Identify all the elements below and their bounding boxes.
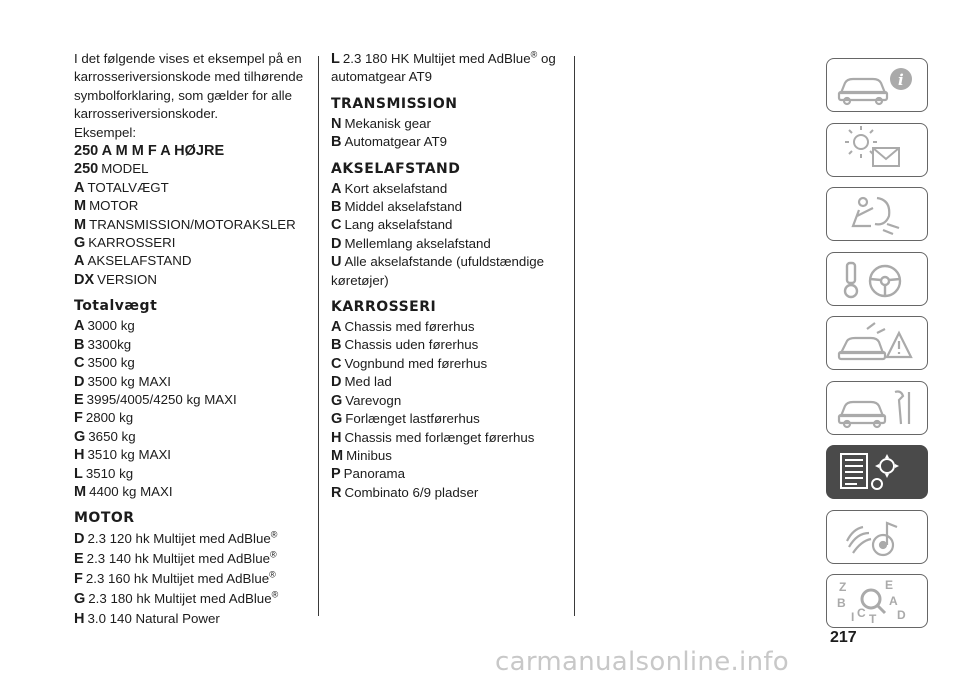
list-item: R Combinato 6/9 pladser [331, 484, 479, 501]
column-divider [574, 56, 575, 616]
alphabetical-index-icon [827, 575, 927, 627]
transmission-list [331, 115, 567, 152]
list-item: G 3650 kg [74, 428, 136, 445]
car-maintenance-icon [827, 382, 927, 434]
list-item: H 3.0 140 Natural Power [74, 611, 220, 628]
tab-car-info[interactable] [826, 58, 928, 112]
list-item: D Mellemlang akselafstand [331, 235, 491, 252]
totalvaegt-heading: Totalvægt [74, 298, 158, 315]
example-code: 250 A M M F A HØJRE [74, 143, 225, 160]
list-item: L 3510 kg [74, 465, 134, 482]
list-item: C Lang akselafstand [331, 217, 453, 234]
example-label: Eksempel: [74, 124, 137, 140]
tab-multimedia[interactable] [826, 510, 928, 564]
list-item: A AKSELAFSTAND [74, 253, 192, 270]
svg-text:Z: Z [839, 580, 847, 594]
list-item: B Chassis uden førerhus [331, 337, 479, 354]
motor-heading: MOTOR [74, 510, 135, 527]
svg-text:D: D [897, 608, 906, 622]
list-item: H 3510 kg MAXI [74, 447, 172, 464]
svg-text:A: A [889, 594, 898, 608]
list-item: DX VERSION [74, 271, 158, 288]
tab-car-breakdown[interactable] [826, 316, 928, 370]
list-item: B Automatgear AT9 [331, 134, 447, 151]
list-item: A Kort akselafstand [331, 180, 448, 197]
totalvaegt-list [74, 317, 310, 501]
list-item: G Varevogn [331, 392, 402, 409]
key-steering-wheel-icon [827, 253, 927, 305]
list-item: U Alle akselafstande (ufuldstændige køretøjer) [331, 254, 545, 288]
technical-data-icon [827, 446, 927, 498]
svg-text:E: E [885, 578, 894, 592]
watermark: carmanualsonline.info [495, 647, 790, 677]
tab-key-steering[interactable] [826, 252, 928, 306]
airbag-seat-icon [827, 188, 927, 240]
multimedia-icon [827, 511, 927, 563]
list-item: M 4400 kg MAXI [74, 483, 173, 500]
list-item: F 2.3 160 hk Multijet med AdBlue® [74, 569, 276, 588]
intro-text: I det følgende vises et eksempel på en karrosseriversionskode med tilhørende symbolforklaring, som gælder for alle karrosseriversionskoder. [74, 51, 304, 122]
list-item: G Forlænget lastførerhus [331, 411, 480, 428]
karrosseri-heading: KARROSSERI [331, 299, 437, 316]
list-item: C Vognbund med førerhus [331, 355, 488, 372]
car-breakdown-icon [827, 317, 927, 369]
list-item: E 3995/4005/4250 kg MAXI [74, 391, 237, 408]
svg-text:I: I [851, 610, 855, 624]
left-column [74, 50, 310, 629]
svg-text:C: C [857, 606, 866, 620]
motor-list [74, 529, 310, 629]
list-item: B Middel akselafstand [331, 199, 463, 216]
list-item: A 3000 kg [74, 318, 135, 335]
list-item: G 2.3 180 hk Multijet med AdBlue® [74, 589, 279, 608]
list-item: D 3500 kg MAXI [74, 373, 172, 390]
list-item: H Chassis med forlænget førerhus [331, 429, 535, 446]
tab-warning-lights[interactable] [826, 123, 928, 177]
list-item: F 2800 kg [74, 410, 134, 427]
list-item: M TRANSMISSION/MOTORAKSLER [74, 216, 296, 233]
list-item: N Mekanisk gear [331, 115, 431, 132]
chapter-nav [826, 58, 928, 639]
car-info-icon [827, 59, 927, 111]
svg-text:i: i [898, 71, 904, 89]
list-item: P Panorama [331, 466, 406, 483]
legend-list [74, 160, 310, 289]
list-item: M Minibus [331, 447, 392, 464]
transmission-heading: TRANSMISSION [331, 95, 458, 112]
tab-technical-data[interactable] [826, 445, 928, 499]
akselafstand-list [331, 180, 567, 290]
list-item: A Chassis med førerhus [331, 319, 475, 336]
list-item: D 2.3 120 hk Multijet med AdBlue® [74, 529, 278, 548]
tab-airbag-seat[interactable] [826, 187, 928, 241]
page-number: 217 [830, 629, 857, 646]
list-item: G KARROSSERI [74, 235, 176, 252]
list-item: 250 MODEL [74, 161, 149, 178]
karrosseri-list [331, 318, 567, 502]
list-item: M MOTOR [74, 198, 139, 215]
right-column [331, 50, 567, 502]
svg-text:T: T [869, 612, 877, 626]
list-item: L 2.3 180 HK Multijet med AdBlue® og automatgear AT9 [331, 49, 556, 85]
warning-lights-icon [827, 124, 927, 176]
list-item: A TOTALVÆGT [74, 179, 169, 196]
column-divider [318, 56, 319, 616]
list-item: D Med lad [331, 374, 392, 391]
svg-text:B: B [837, 596, 846, 610]
list-item: C 3500 kg [74, 355, 135, 372]
list-item: E 2.3 140 hk Multijet med AdBlue® [74, 549, 277, 568]
akselafstand-heading: AKSELAFSTAND [331, 160, 461, 177]
tab-car-maintenance[interactable] [826, 381, 928, 435]
list-item: B 3300kg [74, 336, 132, 353]
tab-alphabetical-index[interactable] [826, 574, 928, 628]
